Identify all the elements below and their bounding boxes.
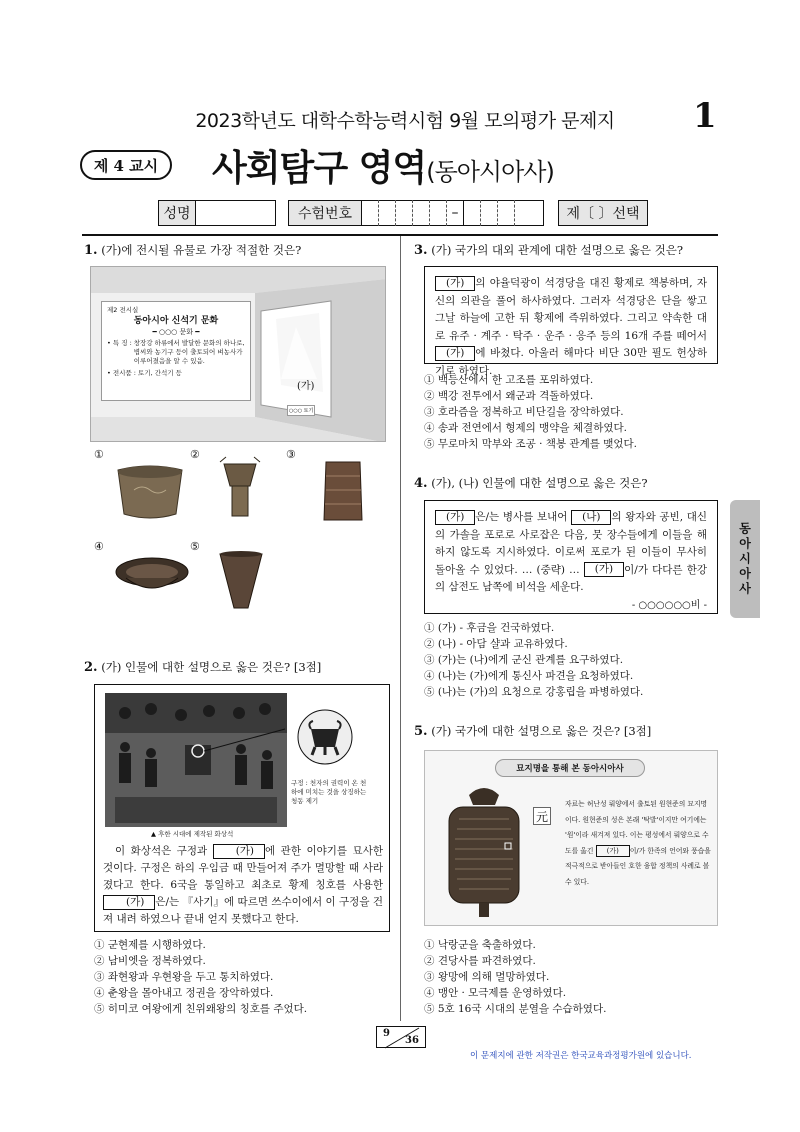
q3-option-2[interactable]: ② 백강 전투에서 왜군과 격돌하였다. <box>424 390 594 402</box>
q2-option-4[interactable]: ④ 춘왕을 몰아내고 정권을 장악하였다. <box>94 987 274 999</box>
q2-option-5[interactable]: ⑤ 히미코 여왕에게 친위왜왕의 칭호를 주었다. <box>94 1003 308 1015</box>
q2-passage-2: 에 관한 이야기를 묘사한 것이다. 구정은 하의 우임금 때 만들어져 주가 멸망할 때 사라졌다고 한다. 6국을 통일하고 최초로 황제 칭호를 사용한 <box>103 845 383 891</box>
q3-header <box>414 243 724 258</box>
relief-caption: ▲ 후한 시대에 제작된 화상석 <box>151 830 234 838</box>
q4-passage-box <box>424 500 718 614</box>
name-field[interactable] <box>196 200 276 226</box>
q1-opt3-num[interactable]: ③ <box>286 448 296 461</box>
q5-option-4[interactable]: ④ 맹안 · 모극제를 운영하였다. <box>424 987 567 999</box>
q4-blank-3: (가) <box>584 562 624 577</box>
q5-panel <box>424 750 718 926</box>
q1-stem: (가)에 전시될 유물로 가장 적절한 것은? <box>101 243 302 257</box>
tripod-cauldron-icon <box>297 709 353 765</box>
q2-stem: (가) 인물에 대한 설명으로 옳은 것은? [3점] <box>101 660 322 674</box>
q2-passage-box <box>94 684 390 932</box>
q1-museum-image <box>90 266 386 442</box>
case-tag: ○○○ 토기 <box>287 405 315 416</box>
artifact-2-image[interactable] <box>210 456 270 526</box>
q5-char-box: 元 <box>533 807 551 825</box>
q2-passage-3: 은/는 『사기』에 따르면 쓰수이에서 이 구정을 건져 내려 하였으나 끝내 얻지 못했다고 한다. <box>103 896 383 925</box>
choice-label: 제〔 〕선택 <box>558 200 648 226</box>
exam-title: 2023학년도 대학수학능력시험 9월 모의평가 문제지 <box>195 110 615 132</box>
q1-opt4-num[interactable]: ④ <box>94 540 104 553</box>
q4-passage-3: 이/가 다다른 한강의 삼전도 남쪽에 비석을 세운다. <box>435 563 707 593</box>
q4-passage-1: 은/는 병사를 보내어 <box>475 511 568 523</box>
q3-number: 3. <box>414 243 428 258</box>
exhibit-feature: 창장강 하류에서 발달한 문화의 하나로, 볍씨와 농기구 등이 출토되어 벼농사가 이루어졌음을 알 수 있음. <box>133 339 245 365</box>
q4-stem: (가), (나) 인물에 대한 설명으로 옳은 것은? <box>431 476 648 490</box>
subject-title <box>212 140 554 191</box>
q1-opt1-num[interactable]: ① <box>94 448 104 461</box>
q4-options <box>424 620 724 700</box>
side-tab-label: 동아시아사 <box>737 521 752 597</box>
exhibit-panel <box>101 301 251 401</box>
exhibit-title: 동아시아 신석기 문화 <box>133 316 219 326</box>
q5-header <box>414 724 724 739</box>
q3-blank-1: (가) <box>435 276 475 291</box>
q3-option-3[interactable]: ③ 호라즘을 정복하고 비단길을 장악하였다. <box>424 406 624 418</box>
q2-blank-1: (가) <box>213 844 265 859</box>
exam-no-label: 수험번호 <box>288 200 362 226</box>
q3-option-4[interactable]: ④ 송과 전연에서 형제의 맹약을 체결하였다. <box>424 422 627 434</box>
q2-header <box>84 660 394 675</box>
exhibit-sub: ━ ○○○ 문화 ━ <box>152 328 200 336</box>
q5-option-3[interactable]: ③ 왕망에 의해 멸망하였다. <box>424 971 550 983</box>
q3-passage-1: 의 야율덕광이 석경당을 대진 황제로 책봉하며, 자신의 의관을 풀어 하사하였다. 그러자 석경당은 단을 쌓고 그날 하늘에 고한 뒤 황제에 즉위하였다. 그리고 약속한 대로 유주 · 계주 · 탁주 · 운주 · 응주 등의 16개 주를 떼어서 <box>435 277 707 342</box>
inset-caption: 구정 : 천자의 권력이 온 천하에 미치는 것을 상징하는 청동 제기 <box>291 779 367 805</box>
q4-blank-1: (가) <box>435 510 475 525</box>
q4-option-4[interactable]: ④ (나)는 (가)에게 통신사 파견을 요청하였다. <box>424 670 634 682</box>
q3-stem: (가) 국가의 대외 관계에 대한 설명으로 옳은 것은? <box>431 243 684 257</box>
q4-option-2[interactable]: ② (나) - 아담 샬과 교유하였다. <box>424 638 568 650</box>
q2-blank-2: (가) <box>103 895 155 910</box>
q5-options <box>424 937 724 1017</box>
q4-blank-2: (나) <box>571 510 611 525</box>
footer-page-box <box>376 1026 426 1048</box>
q4-option-5[interactable]: ⑤ (나)는 (가)의 요청으로 강홍립을 파병하였다. <box>424 686 644 698</box>
footer-page: 9 <box>383 1028 390 1039</box>
q2-options <box>94 937 394 1017</box>
page-number-large: 1 <box>693 96 717 136</box>
q5-panel-text <box>565 797 713 890</box>
name-label: 성명 <box>158 200 196 226</box>
id-row <box>158 200 648 226</box>
exam-no-field[interactable]: – <box>362 200 544 226</box>
exhibit-room: 제2 전시실 <box>107 306 139 314</box>
exhibit-items: • 전시품 : 토기, 간석기 등 <box>107 369 182 377</box>
session-badge: 제 4 교시 <box>80 150 172 180</box>
q5-panel-title: 묘지명을 통해 본 동아시아사 <box>495 759 645 777</box>
copyright-notice: 이 문제지에 관한 저작권은 한국교육과정평가원에 있습니다. <box>470 1051 692 1061</box>
q3-option-1[interactable]: ① 백등산에서 한 고조를 포위하였다. <box>424 374 594 386</box>
subject-sub: (동아시아사) <box>426 158 554 186</box>
artifact-3-image[interactable] <box>318 456 368 526</box>
q2-passage-1: 이 화상석은 구정과 <box>115 845 208 857</box>
epitaph-stone-image <box>439 785 529 919</box>
q5-option-5[interactable]: ⑤ 5호 16국 시대의 분열을 수습하였다. <box>424 1003 607 1015</box>
subject-side-tab <box>730 500 760 618</box>
q1-header <box>84 243 394 258</box>
artifact-5-image[interactable] <box>216 548 266 612</box>
q5-option-2[interactable]: ② 견당사를 파견하였다. <box>424 955 536 967</box>
q3-passage-box <box>424 266 718 377</box>
q3-option-5[interactable]: ⑤ 무로마치 막부와 조공 · 책봉 관계를 맺었다. <box>424 438 637 450</box>
q4-number: 4. <box>414 476 428 491</box>
q1-opt5-num[interactable]: ⑤ <box>190 540 200 553</box>
stone-relief-image <box>105 693 287 827</box>
q5-option-1[interactable]: ① 낙랑군을 축출하였다. <box>424 939 536 951</box>
q2-option-2[interactable]: ② 남비엣을 정복하였다. <box>94 955 206 967</box>
q3-passage-2: 에 바쳤다. 아울러 해마다 비단 30만 필도 헌상하기로 하였다. <box>435 347 707 377</box>
q2-option-1[interactable]: ① 군현제를 시행하였다. <box>94 939 206 951</box>
q4-option-1[interactable]: ① (가) - 후금을 건국하였다. <box>424 622 555 634</box>
q1-number: 1. <box>84 243 98 258</box>
exhibit-feature-label: • 특 징 : <box>107 339 132 347</box>
q5-stem: (가) 국가에 대한 설명으로 옳은 것은? [3점] <box>431 724 652 738</box>
q1-opt2-num[interactable]: ② <box>190 448 200 461</box>
q3-options <box>424 372 724 452</box>
q2-passage-text <box>103 843 383 928</box>
q4-header <box>414 476 724 491</box>
q2-option-3[interactable]: ③ 좌현왕과 우현왕을 두고 통치하였다. <box>94 971 274 983</box>
case-label: (가) <box>297 381 315 392</box>
artifact-1-image[interactable] <box>110 460 190 526</box>
q3-blank-2: (가) <box>435 346 475 361</box>
q2-number: 2. <box>84 660 98 675</box>
q4-source: - ○○○○○○비 - <box>631 599 707 611</box>
column-divider <box>400 236 401 1021</box>
subject-main: 사회탐구 영역 <box>212 148 427 189</box>
q5-blank: (가) <box>596 845 630 857</box>
q5-number: 5. <box>414 724 428 739</box>
q4-option-3[interactable]: ③ (가)는 (나)에게 군신 관계를 요구하였다. <box>424 654 624 666</box>
artifact-4-image[interactable] <box>112 552 192 602</box>
q4-passage-2: 의 왕자와 공빈, 대신의 가솔을 포로로 사로잡은 다음, 뭇 장수들에게 이들을 해하지 않도록 지시하였다. 이로써 포로가 된 이들이 무사히 돌아올 수 있었다. … (중략) … <box>435 511 708 576</box>
footer-total: 36 <box>405 1035 419 1046</box>
q5-text-1: 자료는 허난성 뤄양에서 출토된 원현준의 묘지명이다. 원현준의 성은 본래 '탁발'이지만 여기에는 '원'이라 새겨져 있다. 이는 평성에서 뤄양으로 수도를 옮긴 <box>565 800 709 855</box>
q5-text-2: 이/가 한족의 언어와 풍습을 적극적으로 받아들인 호한 융합 정책의 사례로 볼 수 있다. <box>565 846 711 886</box>
